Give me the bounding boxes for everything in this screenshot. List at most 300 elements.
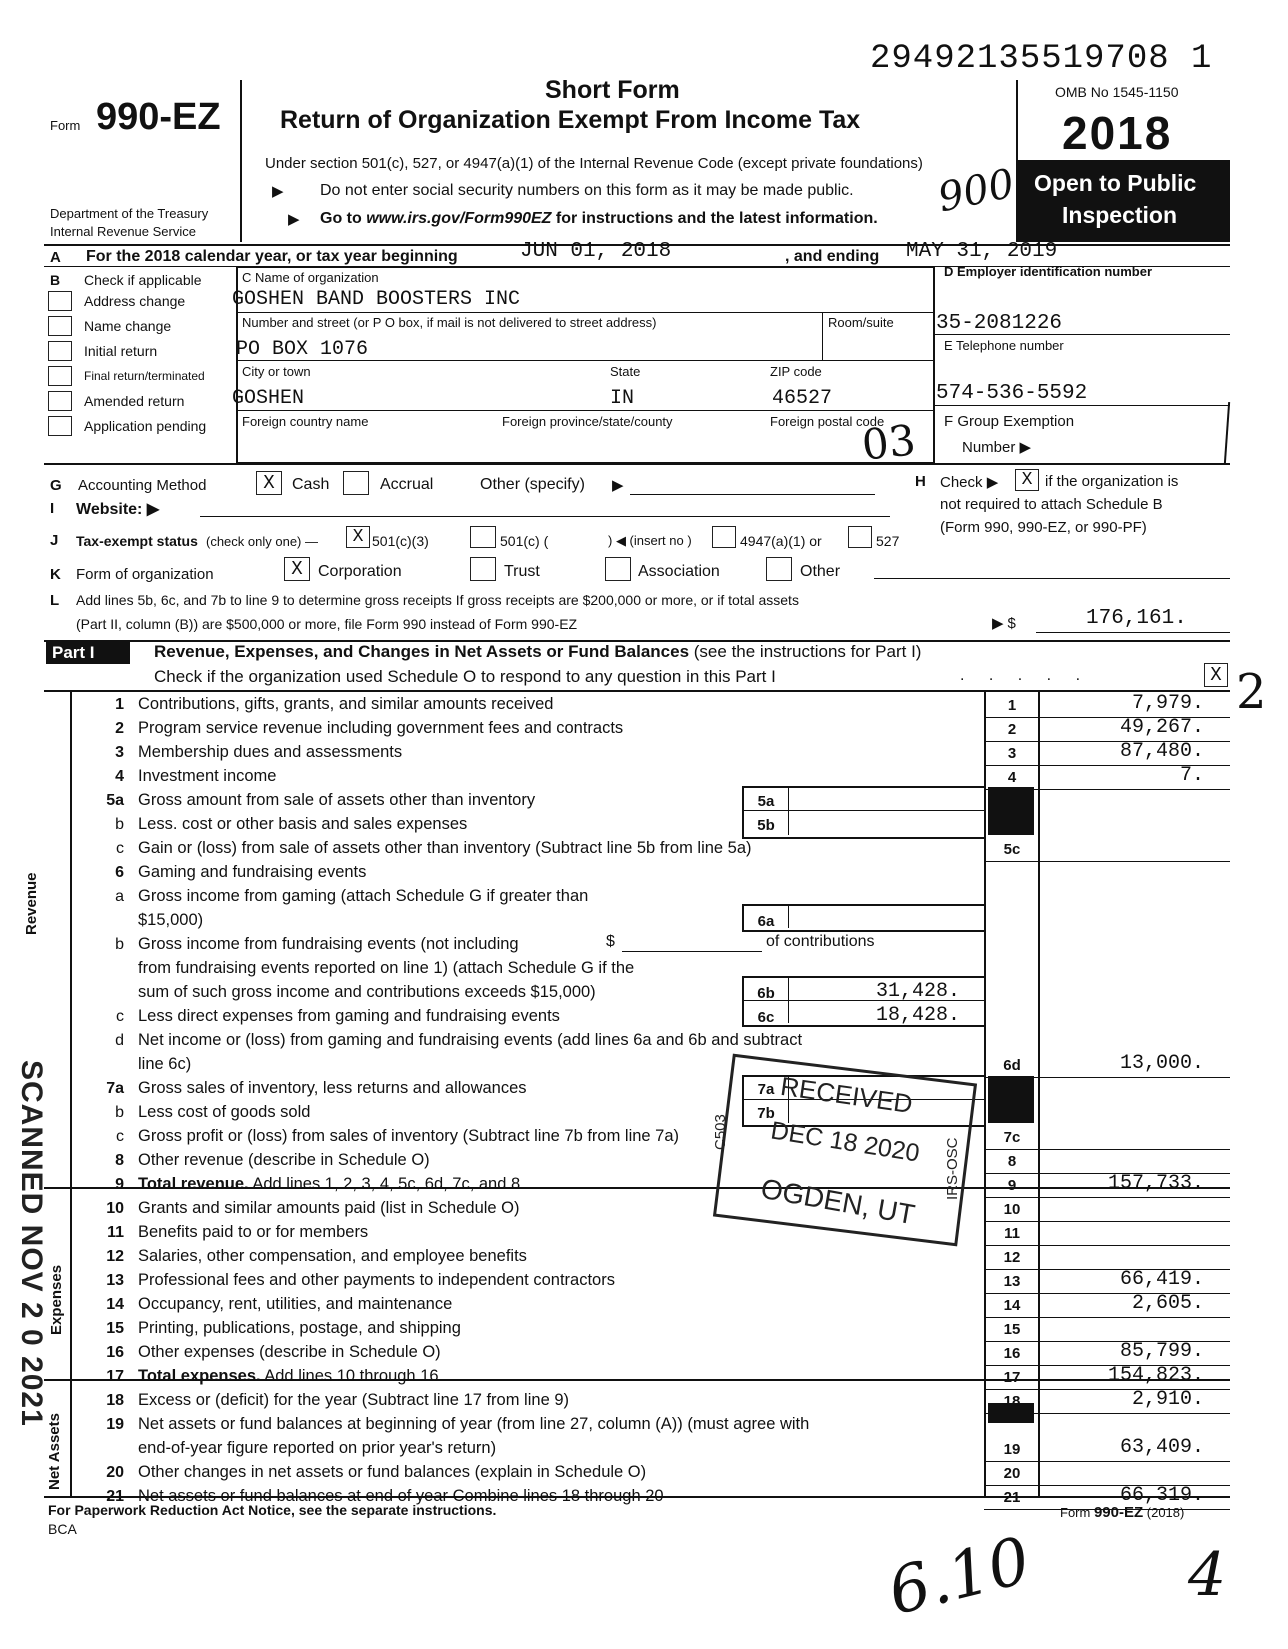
- other-specify-arrow: ▶: [612, 477, 624, 494]
- line-text-cont: Add lines 10 through 16: [260, 1367, 439, 1385]
- form-name: 990-EZ: [96, 96, 221, 138]
- short-form-label: Short Form: [545, 76, 680, 104]
- handwritten-bracket: [1224, 402, 1230, 464]
- other-org-underline[interactable]: [874, 578, 1230, 579]
- line-text: Grants and similar amounts paid (list in Schedule O): [138, 1199, 520, 1217]
- arrow-2: ▶: [288, 211, 300, 228]
- line-ref-7b: 7b: [757, 1105, 775, 1122]
- line-text: Gross amount from sale of assets other than inventory: [138, 791, 536, 809]
- website-underline[interactable]: [200, 516, 890, 517]
- line-text: Net income or (loss) from gaming and fundraising events (add lines 6a and 6b and subtract: [138, 1031, 803, 1049]
- application-pending-label: Application pending: [84, 418, 207, 434]
- accrual-checkbox[interactable]: [343, 471, 369, 495]
- received-stamp-title: RECEIVED: [778, 1070, 915, 1120]
- line-description: [138, 1223, 368, 1242]
- line-amount-9[interactable]: 157,733.: [1107, 1172, 1204, 1195]
- line-ref-19: 19: [1003, 1441, 1021, 1458]
- line-amount-4[interactable]: 7.: [1179, 764, 1204, 787]
- tax-exempt-label: Tax-exempt status: [76, 533, 198, 549]
- line-row-rule: [984, 1245, 1230, 1246]
- line-ref-13: 13: [1003, 1273, 1021, 1290]
- line-ref-8: 8: [1007, 1153, 1017, 1170]
- handwritten-top-mark: 900: [934, 160, 1019, 222]
- form-title: Return of Organization Exempt From Income Tax: [280, 106, 861, 134]
- line-text: Occupancy, rent, utilities, and maintenance: [138, 1295, 453, 1313]
- name-change-checkbox[interactable]: [48, 316, 72, 336]
- line-description: [138, 1151, 430, 1170]
- line-description: [138, 1031, 802, 1050]
- part1-title: [154, 642, 921, 662]
- arrow-1: ▶: [272, 183, 284, 200]
- state[interactable]: IN: [610, 387, 635, 410]
- line-ref-6d: 6d: [1003, 1057, 1021, 1074]
- line-ref-6a: 6a: [757, 913, 775, 930]
- line-ref-5b: 5b: [757, 817, 775, 834]
- tax-year: 2018: [1062, 107, 1173, 159]
- no-ssn-text: Do not enter social security numbers on this form as it may be made public.: [320, 182, 854, 199]
- irs-name: Internal Revenue Service: [50, 224, 196, 239]
- ein[interactable]: 35-2081226: [936, 312, 1063, 335]
- line-number: 10: [106, 1200, 124, 1217]
- line-description: [138, 791, 535, 810]
- website-label: Website: ▶: [76, 501, 160, 518]
- 527-checkbox[interactable]: [848, 526, 872, 548]
- corporation-checkbox[interactable]: [284, 557, 310, 581]
- goto-text: [320, 210, 878, 228]
- form-of-org-label: Form of organization: [76, 566, 214, 583]
- line-amount-6c[interactable]: 18,428.: [875, 1004, 960, 1027]
- line-ref-14: 14: [1003, 1297, 1021, 1314]
- cash-label: Cash: [292, 476, 330, 493]
- line-ref-18: 18: [1003, 1393, 1021, 1410]
- open-to-public-box: [1018, 160, 1230, 242]
- line-b-label: Check if applicable: [84, 272, 202, 288]
- line-i-letter: I: [50, 500, 55, 517]
- initial-return-label: Initial return: [84, 343, 158, 359]
- line-text: Other expenses (describe in Schedule O): [138, 1343, 441, 1361]
- line-amount-13[interactable]: 66,419.: [1119, 1268, 1204, 1291]
- line-description: [138, 1415, 809, 1434]
- line-text: line 6c): [138, 1055, 192, 1073]
- line-text: Other changes in net assets or fund balances (explain in Schedule O): [138, 1463, 647, 1481]
- line-number: 11: [107, 1224, 124, 1241]
- line-ref-2: 2: [1007, 721, 1017, 738]
- line-description: [138, 1271, 615, 1290]
- line-row-rule: [984, 1221, 1230, 1222]
- 527-label: 527: [876, 533, 900, 549]
- open-to-public-line1: Open to Public: [1034, 170, 1197, 196]
- org-name[interactable]: GOSHEN BAND BOOSTERS INC: [232, 288, 521, 311]
- zip-label: ZIP code: [770, 364, 822, 379]
- line-row-rule: [984, 1461, 1230, 1462]
- line-description: [138, 1367, 439, 1386]
- line-description: [138, 1103, 310, 1122]
- line-l-text-1: Add lines 5b, 6c, and 7b to line 9 to determine gross receipts If gross receipts are $200,000 or more, or if total assets: [76, 592, 799, 608]
- document-locator-number: 29492135519708 1: [870, 40, 1213, 78]
- amended-return-label: Amended return: [84, 393, 185, 409]
- corporation-label: Corporation: [318, 563, 402, 580]
- line-description: [138, 743, 402, 762]
- line-text: Less cost of goods sold: [138, 1103, 311, 1121]
- part1-title-paren: (see the instructions for Part I): [689, 642, 922, 661]
- line-ref-11: 11: [1004, 1225, 1020, 1242]
- line-description: [138, 1007, 560, 1026]
- line-amount-17[interactable]: 154,823.: [1107, 1364, 1204, 1387]
- line-6b-dollar: $: [606, 933, 615, 950]
- line-h-check: Check ▶: [940, 474, 999, 491]
- line-description: [138, 839, 752, 858]
- ein-rule: [935, 334, 1230, 335]
- line-row-rule: [984, 1197, 1230, 1198]
- 501c3-check-mark: X: [352, 527, 364, 547]
- line-text: Contributions, gifts, grants, and similar amounts received: [138, 695, 554, 713]
- other-org-label: Other: [800, 563, 841, 580]
- state-label: State: [610, 364, 641, 379]
- line-ref-3: 3: [1007, 745, 1017, 762]
- line-number: 6: [115, 864, 124, 881]
- handwritten-code: 03: [859, 415, 918, 470]
- trust-checkbox[interactable]: [470, 557, 496, 581]
- line-text: Benefits paid to or for members: [138, 1223, 369, 1241]
- line-description: [138, 1391, 569, 1410]
- side-label-net-assets: Net Assets: [46, 1413, 63, 1490]
- trust-label: Trust: [504, 563, 540, 580]
- line-text: Program service revenue including government fees and contracts: [138, 719, 624, 737]
- line-text: end-of-year figure reported on prior year's return): [138, 1439, 497, 1457]
- group-exemption-label-2: Number ▶: [962, 439, 1032, 456]
- 501c3-label: 501(c)(3): [372, 533, 429, 549]
- room-divider: [822, 312, 823, 360]
- line-ref-9: 9: [1007, 1177, 1017, 1194]
- line-text: Less direct expenses from gaming and fundraising events: [138, 1007, 560, 1025]
- inner-box-5-mid: [742, 810, 984, 811]
- line-number: 15: [106, 1320, 124, 1337]
- cash-checkbox[interactable]: [256, 471, 282, 495]
- application-pending-checkbox[interactable]: [48, 416, 72, 436]
- 4947-label: 4947(a)(1) or: [740, 533, 822, 549]
- line-text: Less. cost or other basis and sales expenses: [138, 815, 468, 833]
- line-description: [138, 911, 203, 930]
- cash-check-mark: X: [263, 472, 275, 494]
- line-amount-21[interactable]: 66,319.: [1119, 1484, 1204, 1507]
- line-number: 7a: [106, 1080, 124, 1097]
- foreign-province-label: Foreign province/state/county: [502, 414, 673, 429]
- line-amount-6d[interactable]: 13,000.: [1119, 1052, 1204, 1075]
- line-text: Membership dues and assessments: [138, 743, 403, 761]
- line-text: Net assets or fund balances at end of year Combine lines 18 through 20: [138, 1487, 664, 1505]
- line-k-letter: K: [50, 566, 61, 583]
- amended-return-checkbox[interactable]: [48, 391, 72, 411]
- line-description: [138, 1127, 679, 1146]
- line-ref-6c: 6c: [757, 1009, 775, 1026]
- phone-label: E Telephone number: [944, 338, 1064, 353]
- line-ref-5a: 5a: [757, 793, 775, 810]
- line-ref-16: 16: [1003, 1345, 1021, 1362]
- received-stamp-date: DEC 18 2020: [768, 1116, 922, 1168]
- part1-title-bold: Revenue, Expenses, and Changes in Net Assets or Fund Balances: [154, 642, 690, 661]
- line-number: 19: [106, 1416, 124, 1433]
- line-text: Gross income from fundraising events (not including: [138, 935, 519, 953]
- line-description: [138, 959, 634, 978]
- org-name-label: C Name of organization: [242, 270, 379, 285]
- line-text: Gross sales of inventory, less returns and allowances: [138, 1079, 527, 1097]
- line-row-rule: [984, 1413, 1230, 1414]
- inner-box-5-div: [788, 786, 789, 835]
- line-amount-16[interactable]: 85,799.: [1119, 1340, 1204, 1363]
- footer-form-year: (2018): [1143, 1505, 1185, 1520]
- shaded-cell-7: [988, 1076, 1034, 1123]
- line-ref-6b: 6b: [757, 985, 775, 1002]
- line-amount-19[interactable]: 63,409.: [1119, 1436, 1204, 1459]
- room-suite-label: Room/suite: [828, 315, 894, 330]
- line-number: 17: [106, 1368, 124, 1385]
- line-ref-1: 1: [1007, 697, 1017, 714]
- paperwork-notice: For Paperwork Reduction Act Notice, see the separate instructions.: [48, 1502, 497, 1518]
- foreign-postal-label: Foreign postal code: [770, 414, 885, 429]
- schedule-o-dots: . . . . .: [960, 667, 1091, 684]
- line-description: [138, 1055, 191, 1074]
- line-number: d: [115, 1032, 124, 1049]
- line-a-label: For the 2018 calendar year, or tax year beginning: [86, 248, 458, 265]
- line-text: $15,000): [138, 911, 204, 929]
- handwritten-bottom-right: 4: [1188, 1540, 1227, 1610]
- line-number: 13: [106, 1272, 124, 1289]
- line-amount-2[interactable]: 49,267.: [1119, 716, 1204, 739]
- line-number: c: [116, 1008, 124, 1025]
- check-only-one: (check only one) —: [206, 534, 318, 549]
- line-text: Total revenue.: [138, 1175, 249, 1193]
- shaded-cell-5: [988, 787, 1034, 835]
- line-g-letter: G: [50, 477, 62, 494]
- line-description: [138, 1247, 527, 1266]
- website-label-text: Website:: [76, 501, 143, 518]
- line-6b-dollar-underline[interactable]: [622, 951, 762, 952]
- line-text: Net assets or fund balances at beginning of year (from line 27, column (A)) (must agree with: [138, 1415, 810, 1433]
- accounting-method-label: Accounting Method: [78, 477, 207, 494]
- line-ref-10: 10: [1003, 1201, 1021, 1218]
- line-number: 20: [106, 1464, 124, 1481]
- line-h-text-1: if the organization is: [1045, 473, 1179, 490]
- line-number: b: [115, 936, 124, 953]
- bca-label: BCA: [48, 1521, 77, 1537]
- initial-return-checkbox[interactable]: [48, 341, 72, 361]
- line-ref-4: 4: [1007, 769, 1017, 786]
- foreign-country-label: Foreign country name: [242, 414, 369, 429]
- line-6b-of-contributions: of contributions: [766, 933, 875, 950]
- line-l-arrow: ▶ $: [992, 615, 1016, 632]
- line-text: Gross income from gaming (attach Schedule G if greater than: [138, 887, 589, 905]
- schedule-o-checkbox[interactable]: [1204, 663, 1228, 687]
- line-text: from fundraising events reported on line 1) (attach Schedule G if the: [138, 959, 635, 977]
- line-number: b: [115, 816, 124, 833]
- line-ref-12: 12: [1003, 1249, 1021, 1266]
- line-description: [138, 1343, 441, 1362]
- corporation-check-mark: X: [291, 558, 303, 580]
- line-number: 5a: [106, 792, 124, 809]
- line-ref-5c: 5c: [1003, 841, 1021, 858]
- line-l-dollar: $: [1007, 615, 1016, 632]
- line-description: [138, 887, 588, 906]
- line-amount-18[interactable]: 2,910.: [1131, 1388, 1204, 1411]
- city-label: City or town: [242, 364, 311, 379]
- address-change-checkbox[interactable]: [48, 291, 72, 311]
- line-amount-6b[interactable]: 31,428.: [875, 980, 960, 1003]
- tax-year-begin[interactable]: JUN 01, 2018: [520, 240, 672, 263]
- 501c3-checkbox[interactable]: [346, 526, 370, 548]
- street-label: Number and street (or P O box, if mail is not delivered to street address): [242, 315, 657, 330]
- line-text: Gross profit or (loss) from sales of inventory (Subtract line 7b from line 7a): [138, 1127, 680, 1145]
- line-number: b: [115, 1104, 124, 1121]
- under-section-text: Under section 501(c), 527, or 4947(a)(1) of the Internal Revenue Code (except private foundations): [265, 155, 923, 172]
- line-description: [138, 935, 519, 954]
- org-rule-3: [236, 410, 933, 411]
- association-label: Association: [638, 563, 720, 580]
- line-ref-21: 21: [1003, 1489, 1021, 1506]
- line-text: Total expenses.: [138, 1367, 261, 1385]
- zip-code[interactable]: 46527: [772, 387, 833, 410]
- line-ref-17: 17: [1003, 1369, 1021, 1386]
- line-description: [138, 1463, 646, 1482]
- line-number: 14: [106, 1296, 124, 1313]
- schedule-b-checkbox[interactable]: [1015, 469, 1039, 491]
- line-text: sum of such gross income and contributions exceeds $15,000): [138, 983, 596, 1001]
- line-amount-3[interactable]: 87,480.: [1119, 740, 1204, 763]
- line-h-text-3: (Form 990, 990-EZ, or 990-PF): [940, 519, 1147, 536]
- org-rule-1: [236, 312, 933, 313]
- line-number: 21: [106, 1488, 124, 1505]
- line-l-text-2: (Part II, column (B)) are $500,000 or more, file Form 990 instead of Form 990-EZ: [76, 616, 578, 632]
- inner-box-6a-div: [788, 904, 789, 928]
- received-stamp-side-left: C503: [712, 1114, 729, 1150]
- line-description: [138, 1319, 461, 1338]
- line-number: 8: [115, 1152, 124, 1169]
- other-specify-underline[interactable]: [630, 494, 875, 495]
- line-j-letter: J: [50, 532, 59, 549]
- line-h-letter: H: [915, 473, 926, 490]
- goto-url[interactable]: www.irs.gov/Form990EZ: [366, 210, 552, 227]
- line-amount-14[interactable]: 2,605.: [1131, 1292, 1204, 1315]
- handwritten-bottom-left: 6.10: [881, 1523, 1038, 1631]
- other-org-checkbox[interactable]: [766, 557, 792, 581]
- line-text-cont: Add lines 1, 2, 3, 4, 5c, 6d, 7c, and 8: [248, 1175, 521, 1193]
- street-address[interactable]: PO BOX 1076: [236, 338, 369, 361]
- line-description: [138, 1079, 527, 1098]
- line-l-amount-underline: [1036, 632, 1230, 633]
- header-divider-left: [240, 80, 242, 242]
- line-description: [138, 695, 553, 714]
- ein-label: D Employer identification number: [944, 264, 1153, 279]
- name-change-label: Name change: [84, 318, 172, 334]
- omb-number: OMB No 1545-1150: [1055, 84, 1179, 100]
- group-exemption-label-1: F Group Exemption: [944, 413, 1075, 430]
- association-checkbox[interactable]: [605, 557, 631, 581]
- line-number: 1: [115, 696, 124, 713]
- line-description: [138, 1295, 452, 1314]
- line-number: c: [116, 840, 124, 857]
- side-label-revenue: Revenue: [23, 872, 40, 935]
- open-to-public-line2: Inspection: [1062, 202, 1178, 228]
- org-rule-2: [236, 360, 933, 361]
- line-h-text-2: not required to attach Schedule B: [940, 496, 1163, 513]
- address-change-label: Address change: [84, 293, 186, 309]
- line-row-rule: [984, 1077, 1230, 1078]
- tax-year-end[interactable]: MAY 31, 2019: [906, 240, 1058, 263]
- telephone[interactable]: 574-536-5592: [936, 382, 1088, 405]
- line-text: Excess or (deficit) for the year (Subtract line 17 from line 9): [138, 1391, 569, 1409]
- line-description: [138, 863, 366, 882]
- phone-rule: [935, 405, 1230, 406]
- line-description: [138, 1439, 496, 1458]
- group-exemption-label-2-text: Number: [962, 439, 1016, 456]
- line-number: a: [115, 888, 124, 905]
- part1-side-divider: [70, 690, 72, 1496]
- line-b-letter: B: [50, 272, 61, 288]
- line-text: Salaries, other compensation, and employee benefits: [138, 1247, 527, 1265]
- line-a-letter: A: [50, 249, 61, 266]
- line-ref-20: 20: [1003, 1465, 1021, 1482]
- accrual-label: Accrual: [380, 476, 434, 493]
- line-number: 18: [106, 1392, 124, 1409]
- line-number: 9: [115, 1176, 124, 1193]
- goto-pre: Go to: [320, 210, 367, 227]
- line-number: 12: [106, 1248, 124, 1265]
- schedule-b-check-mark: X: [1021, 470, 1033, 490]
- line-number: 4: [115, 768, 124, 785]
- form-word: Form: [50, 118, 81, 133]
- line-text: Professional fees and other payments to independent contractors: [138, 1271, 615, 1289]
- footer-form-ref: [1060, 1504, 1184, 1521]
- line-text: Gaming and fundraising events: [138, 863, 367, 881]
- line-text: Printing, publications, postage, and shipping: [138, 1319, 461, 1337]
- 4947-checkbox[interactable]: [712, 526, 736, 548]
- line-ref-7a: 7a: [757, 1081, 775, 1098]
- final-return-checkbox[interactable]: [48, 366, 72, 386]
- line-description: [138, 767, 276, 786]
- line-number: 3: [115, 744, 124, 761]
- 501c-checkbox[interactable]: [470, 526, 496, 548]
- line-number: 16: [106, 1344, 124, 1361]
- line-description: [138, 815, 467, 834]
- insert-no-label: ) ◀ (insert no ): [608, 533, 692, 548]
- schedule-o-check-mark: X: [1210, 664, 1222, 686]
- other-specify-label: Other (specify): [480, 476, 585, 493]
- received-stamp-side-right: IRS-OSC: [944, 1137, 961, 1200]
- line-row-rule: [984, 1317, 1230, 1318]
- city[interactable]: GOSHEN: [232, 387, 305, 410]
- dept-treasury: Department of the Treasury: [50, 206, 209, 221]
- final-return-label: Final return/terminated: [84, 369, 205, 383]
- line-description: [138, 983, 596, 1002]
- part1-tag: Part I: [46, 642, 130, 664]
- footer-form-name: 990-EZ: [1093, 1504, 1144, 1521]
- gross-receipts-amount[interactable]: 176,161.: [1086, 607, 1187, 630]
- line-row-rule: [984, 861, 1230, 862]
- schedule-o-check-text: Check if the organization used Schedule O to respond to any question in this Part I: [154, 667, 776, 686]
- goto-post: for instructions and the latest information.: [551, 210, 878, 227]
- line-ref-15: 15: [1003, 1321, 1021, 1338]
- line-description: [138, 719, 623, 738]
- 501c-label: 501(c) (: [500, 533, 549, 549]
- footer-form-pre: Form: [1060, 1505, 1094, 1520]
- section-bce-bottom-rule: [44, 463, 1230, 465]
- line-h-check-text: Check: [940, 474, 983, 491]
- line-row-rule: [984, 789, 1230, 790]
- handwritten-part1-mark: 2: [1236, 664, 1267, 720]
- line-amount-1[interactable]: 7,979.: [1131, 692, 1204, 715]
- line-number: c: [116, 1128, 124, 1145]
- and-ending-label: , and ending: [785, 248, 880, 265]
- line-row-rule: [984, 1149, 1230, 1150]
